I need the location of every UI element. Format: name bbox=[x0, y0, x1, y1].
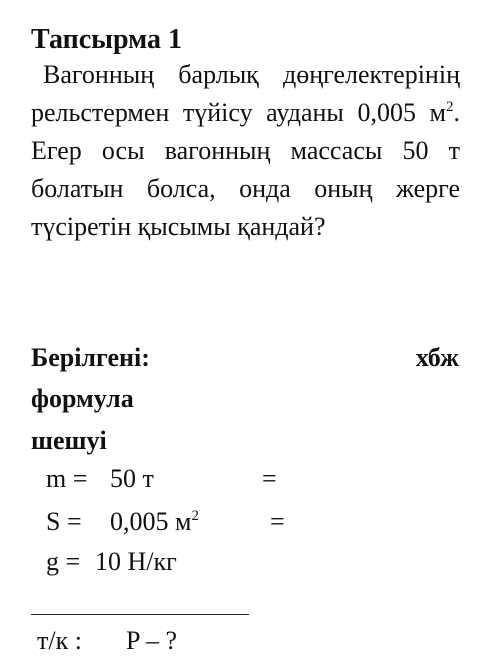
task-title: Тапсырма 1 bbox=[31, 24, 183, 55]
find-label: т/к : bbox=[37, 626, 82, 655]
si-units-label: хбж bbox=[415, 343, 459, 372]
given-area-value bbox=[110, 505, 199, 539]
given-gravity-symbol: g = bbox=[46, 547, 81, 576]
given-area-symbol: S = bbox=[46, 507, 82, 536]
problem-text-part2: . Егер осы вагонның массасы 50 т болатын болса, онда оның жерге түсіретін қысымы қандай? bbox=[31, 98, 460, 241]
given-area-si-equals: = bbox=[270, 507, 285, 536]
given-mass-value: 50 т bbox=[110, 464, 154, 493]
given-mass-si-equals: = bbox=[262, 464, 277, 493]
given-divider-line bbox=[31, 614, 249, 615]
problem-superscript: 2 bbox=[446, 99, 454, 115]
given-area-number: 0,005 м bbox=[110, 507, 192, 536]
formula-label: формула bbox=[31, 384, 134, 413]
problem-text-part1: Вагонның барлық дөңгелектерінің рельстермен түйісу ауданы 0,005 м bbox=[31, 60, 460, 127]
given-area-superscript: 2 bbox=[191, 508, 199, 524]
given-gravity-value: 10 Н/кг bbox=[95, 547, 177, 576]
given-label: Берілгені: bbox=[31, 343, 150, 372]
given-mass-symbol: m = bbox=[46, 464, 88, 493]
find-value: P – ? bbox=[126, 626, 178, 655]
problem-statement bbox=[31, 56, 460, 246]
solution-label: шешуі bbox=[31, 426, 107, 455]
